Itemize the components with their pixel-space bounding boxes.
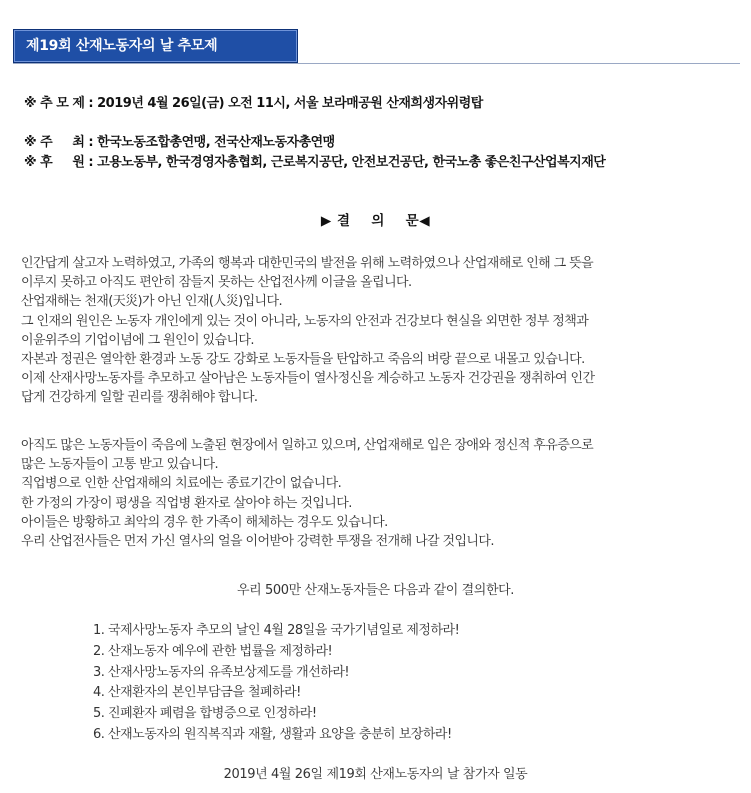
paragraph-line: 이제 산재사망노동자를 추모하고 살아남은 노동자들이 열사정신을 계승하고 노동자 건강권을 쟁취하여 인간 — [21, 371, 595, 387]
resolution-list — [93, 621, 459, 746]
host-label: ※ 주 최 : — [24, 135, 98, 150]
paragraph-line: 산업재해는 천재(天災)가 아닌 인재(人災)입니다. — [21, 294, 282, 310]
paragraph-line: 아이들은 방황하고 최악의 경우 한 가족이 해체하는 경우도 있습니다. — [21, 514, 388, 530]
event-label: ※ 추 모 제 : — [24, 96, 98, 111]
resolution-item: 2. 산재노동자 예우에 관한 법률을 제정하라! — [93, 643, 333, 659]
event-info — [24, 92, 483, 111]
host-info — [24, 131, 335, 150]
resolution-item: 3. 산재사망노동자의 유족보상제도를 개선하라! — [93, 664, 350, 680]
event-value: 2019년 4월 26일(금) 오전 11시, 서울 보라매공원 산재희생자위령탑 — [97, 96, 483, 111]
paragraph-line: 우리 산업전사들은 먼저 가신 열사의 얼을 이어받아 강력한 투쟁을 전개해 나갈 것입니다. — [21, 534, 494, 550]
resolution-item: 4. 산재환자의 본인부담금을 철폐하라! — [93, 685, 301, 701]
paragraph-line: 그 인재의 원인은 노동자 개인에게 있는 것이 아니라, 노동자의 안전과 건강보다 현실을 외면한 정부 정책과 — [21, 313, 589, 329]
sponsor-label: ※ 후 원 : — [24, 155, 98, 170]
paragraph-line: 직업병으로 인한 산업재해의 치료에는 종료기간이 없습니다. — [21, 476, 342, 492]
title-divider — [13, 63, 740, 64]
resolution-item: 6. 산재노동자의 원직복직과 재활, 생활과 요양을 충분히 보장하라! — [93, 726, 452, 742]
resolution-item: 1. 국제사망노동자 추모의 날인 4월 28일을 국가기념일로 제정하라! — [93, 623, 460, 638]
paragraph-line: 자본과 정권은 열악한 환경과 노동 강도 강화로 노동자들을 탄압하고 죽음의 벼랑 끝으로 내몰고 있습니다. — [21, 352, 585, 368]
paragraph-line: 아직도 많은 노동자들이 죽음에 노출된 현장에서 일하고 있으며, 산업재해로 입은 장애와 정신적 후유증으로 — [21, 438, 594, 453]
paragraph-line: 이루지 못하고 아직도 편안히 잠들지 못하는 산업전사께 이글을 올립니다. — [21, 275, 412, 291]
signature-line: 2019년 4월 26일 제19회 산재노동자의 날 참가자 일동 — [223, 767, 528, 782]
paragraph-line: 이윤위주의 기업이념에 그 원인이 있습니다. — [21, 332, 254, 348]
paragraph-1 — [21, 254, 743, 408]
sponsor-info — [24, 151, 605, 170]
page-title: 제19회 산재노동자의 날 추모제 — [13, 29, 298, 63]
paragraph-2 — [21, 436, 743, 551]
paragraph-line: 한 가정의 가장이 평생을 직업병 환자로 살아야 하는 것입니다. — [21, 495, 352, 511]
paragraph-line: 많은 노동자들이 고통 받고 있습니다. — [21, 457, 219, 473]
paragraph-line: 인간답게 살고자 노력하였고, 가족의 행복과 대한민국의 발전을 위해 노력하였으나 산업재해로 인해 그 뜻을 — [21, 256, 594, 271]
host-value: 한국노동조합총연맹, 전국산재노동자총연맹 — [97, 135, 335, 150]
sponsor-value: 고용노동부, 한국경영자총협회, 근로복지공단, 안전보건공단, 한국노총 좋은친구산업복지재단 — [97, 155, 606, 170]
resolution-heading: ▶ 결 의 문◀ — [320, 213, 431, 229]
paragraph-line: 답게 건강하게 일할 권리를 쟁취해야 합니다. — [21, 390, 258, 406]
resolution-item: 5. 진폐환자 폐렴을 합병증으로 인정하라! — [93, 706, 317, 722]
resolve-statement: 우리 500만 산재노동자들은 다음과 같이 결의한다. — [236, 583, 514, 598]
